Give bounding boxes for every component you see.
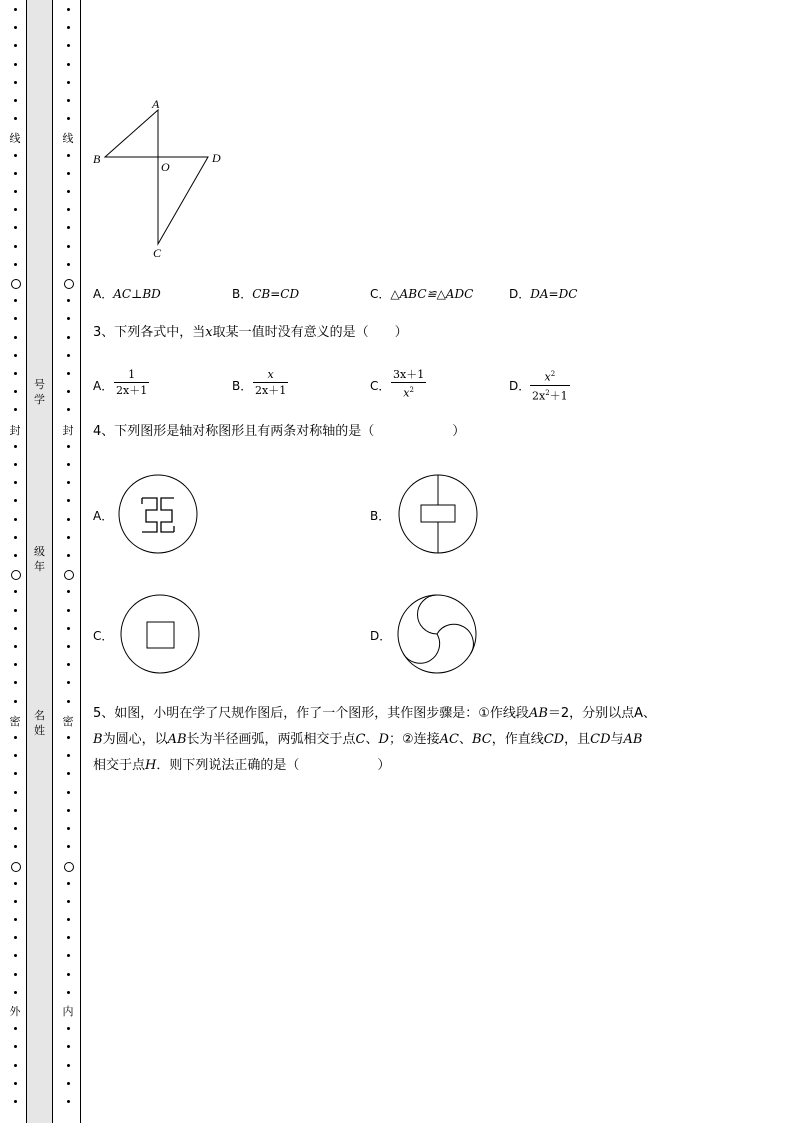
binding-dot — [14, 372, 17, 375]
binding-dot — [67, 1082, 70, 1085]
q3-option-d-fraction: $\frac{x^2}{2x^2+1}$ — [530, 367, 570, 403]
binding-dot — [67, 736, 70, 739]
grade-label: 级年 — [34, 545, 45, 573]
q3-option-d-letter[interactable]: D． — [509, 379, 531, 393]
binding-dot — [14, 445, 17, 448]
binding-dot — [67, 681, 70, 684]
binding-dot — [14, 991, 17, 994]
student-info-strip — [26, 0, 53, 1123]
binding-dot — [67, 991, 70, 994]
binding-dot — [14, 918, 17, 921]
binding-dot — [67, 263, 70, 266]
binding-dot — [67, 663, 70, 666]
binding-dot — [14, 208, 17, 211]
binding-dot — [14, 681, 17, 684]
q5-stem — [93, 701, 743, 779]
binding-dot — [14, 700, 17, 703]
binding-dot — [14, 245, 17, 248]
binding-dot — [14, 536, 17, 539]
binding-dot — [14, 663, 17, 666]
binding-dot — [14, 463, 17, 466]
outer-mark-feng: 封 — [7, 425, 23, 437]
binding-dot — [14, 954, 17, 957]
binding-dot — [14, 1064, 17, 1067]
binding-dot — [67, 772, 70, 775]
binding-dot — [67, 26, 70, 29]
inner-mark-feng: 封 — [60, 425, 76, 437]
binding-dot — [14, 772, 17, 775]
q5-line-2: B为圆心，以AB长为半径画弧，两弧相交于点C、D；②连接AC、BC，作直线CD，且CD与AB — [93, 732, 643, 747]
q4-figure-c[interactable] — [119, 594, 203, 676]
binding-dot — [14, 900, 17, 903]
binding-dot — [67, 754, 70, 757]
q3-option-a-letter[interactable]: A． — [93, 379, 114, 393]
binding-dot — [67, 918, 70, 921]
label-a: A — [152, 97, 160, 111]
label-c: C — [153, 246, 162, 260]
binding-dot — [67, 336, 70, 339]
binding-dot — [14, 845, 17, 848]
inner-mark-mi: 密 — [60, 716, 76, 728]
label-d: D — [212, 151, 221, 165]
binding-dot — [14, 1045, 17, 1048]
binding-dot — [14, 791, 17, 794]
binding-dot — [14, 354, 17, 357]
q4-option-a-letter[interactable]: A． — [93, 509, 114, 523]
binding-dot — [14, 645, 17, 648]
binding-dot — [14, 44, 17, 47]
inner-circle-mark — [64, 570, 74, 580]
q4-option-b-letter[interactable]: B． — [370, 509, 391, 523]
binding-dot — [14, 518, 17, 521]
binding-dot — [67, 226, 70, 229]
binding-dot — [67, 845, 70, 848]
label-b: B — [93, 152, 101, 166]
binding-dot — [67, 317, 70, 320]
name-label: 名姓 — [34, 709, 45, 737]
label-o: O — [161, 160, 170, 174]
binding-dot — [67, 554, 70, 557]
binding-dot — [67, 481, 70, 484]
q3-option-c-letter[interactable]: C． — [370, 379, 391, 393]
binding-dot — [67, 44, 70, 47]
binding-dot — [14, 26, 17, 29]
binding-dot — [67, 609, 70, 612]
binding-dot — [14, 809, 17, 812]
outer-circle-mark — [11, 570, 21, 580]
binding-dot — [14, 408, 17, 411]
binding-dot — [14, 117, 17, 120]
binding-dot — [67, 172, 70, 175]
binding-dot — [14, 317, 17, 320]
binding-dot — [67, 954, 70, 957]
kite-outline — [105, 110, 208, 244]
student-number-label: 号学 — [34, 378, 45, 406]
binding-dot — [67, 390, 70, 393]
binding-dot — [14, 226, 17, 229]
q5-line-3: 相交于点H．则下列说法正确的是（ ） — [93, 758, 391, 773]
binding-dot — [14, 390, 17, 393]
binding-dot — [67, 81, 70, 84]
inner-mark-nei: 内 — [60, 1006, 76, 1018]
binding-dot — [14, 499, 17, 502]
outer-mark-wai: 外 — [7, 1006, 23, 1018]
binding-dot — [14, 154, 17, 157]
q3-option-a-fraction: $\frac{1}{2x+1}$ — [116, 368, 148, 397]
binding-dot — [67, 8, 70, 11]
q3-option-c-fraction: $\frac{3x+1}{x^2}$ — [393, 368, 425, 400]
binding-dot — [14, 736, 17, 739]
binding-dot — [14, 827, 17, 830]
binding-dot — [14, 1100, 17, 1103]
binding-dot — [67, 900, 70, 903]
binding-dot — [14, 882, 17, 885]
binding-dot — [67, 882, 70, 885]
q5-line-1: 5、如图，小明在学了尺规作图后，作了一个图形，其作图步骤是：①作线段AB＝2，分别以点A、 — [93, 706, 657, 721]
q2-option-c[interactable]: C．△ABC≌△ADC — [370, 287, 474, 301]
outer-circle-mark — [11, 862, 21, 872]
binding-dot — [67, 518, 70, 521]
binding-dot — [67, 627, 70, 630]
inner-circle-mark — [64, 862, 74, 872]
binding-dot — [14, 336, 17, 339]
binding-dot — [67, 154, 70, 157]
binding-dot — [67, 536, 70, 539]
binding-dot — [67, 1064, 70, 1067]
binding-dot — [67, 791, 70, 794]
binding-dot — [14, 1027, 17, 1030]
binding-dot — [67, 354, 70, 357]
binding-dot — [14, 81, 17, 84]
inner-mark-xian: 线 — [60, 133, 76, 145]
binding-dot — [67, 645, 70, 648]
binding-dot — [14, 63, 17, 66]
q4-figure-d[interactable] — [396, 594, 480, 676]
binding-dot — [67, 408, 70, 411]
binding-dot — [67, 117, 70, 120]
outer-mark-mi: 密 — [7, 716, 23, 728]
margin-border-line — [80, 0, 81, 1123]
binding-dot — [67, 973, 70, 976]
q4-option-c-letter[interactable]: C． — [93, 629, 114, 643]
binding-dot — [14, 172, 17, 175]
q4-figure-a[interactable] — [117, 474, 201, 556]
binding-dot — [14, 190, 17, 193]
binding-dot — [67, 936, 70, 939]
binding-dot — [67, 190, 70, 193]
binding-dot — [67, 99, 70, 102]
outer-dot-column — [9, 0, 21, 1123]
q3-option-b-letter[interactable]: B． — [232, 379, 253, 393]
binding-dot — [67, 245, 70, 248]
q2-option-a[interactable]: A．AC⊥BD — [93, 287, 161, 301]
binding-dot — [67, 1027, 70, 1030]
binding-dot — [14, 299, 17, 302]
q2-option-b[interactable]: B．CB=CD — [232, 287, 300, 301]
binding-dot — [67, 499, 70, 502]
binding-dot — [14, 936, 17, 939]
binding-dot — [67, 590, 70, 593]
kite-figure — [88, 95, 238, 265]
binding-dot — [14, 1082, 17, 1085]
outer-circle-mark — [11, 279, 21, 289]
binding-dot — [67, 208, 70, 211]
binding-dot — [14, 99, 17, 102]
inner-circle-mark — [64, 279, 74, 289]
binding-dot — [67, 463, 70, 466]
binding-dot — [14, 609, 17, 612]
q4-figure-b[interactable] — [397, 474, 481, 556]
binding-dot — [67, 372, 70, 375]
binding-dot — [67, 700, 70, 703]
binding-dot — [67, 1100, 70, 1103]
binding-dot — [14, 754, 17, 757]
q2-option-d[interactable]: D．DA=DC — [509, 287, 578, 301]
q4-option-d-letter[interactable]: D． — [370, 629, 392, 643]
binding-dot — [14, 627, 17, 630]
q4-stem: 4、下列图形是轴对称图形且有两条对称轴的是（ ） — [93, 424, 466, 439]
binding-dot — [14, 590, 17, 593]
binding-dot — [67, 63, 70, 66]
binding-dot — [67, 827, 70, 830]
binding-dot — [67, 299, 70, 302]
binding-dot — [14, 8, 17, 11]
binding-dot — [67, 809, 70, 812]
binding-dot — [14, 481, 17, 484]
outer-mark-xian: 线 — [7, 133, 23, 145]
inner-dot-column — [62, 0, 74, 1123]
binding-dot — [14, 554, 17, 557]
q3-stem: 3、下列各式中，当x取某一值时没有意义的是（ ） — [93, 325, 408, 340]
q3-option-b-fraction: $\frac{x}{2x+1}$ — [255, 368, 287, 397]
binding-dot — [14, 973, 17, 976]
binding-dot — [14, 263, 17, 266]
binding-dot — [67, 445, 70, 448]
binding-dot — [67, 1045, 70, 1048]
